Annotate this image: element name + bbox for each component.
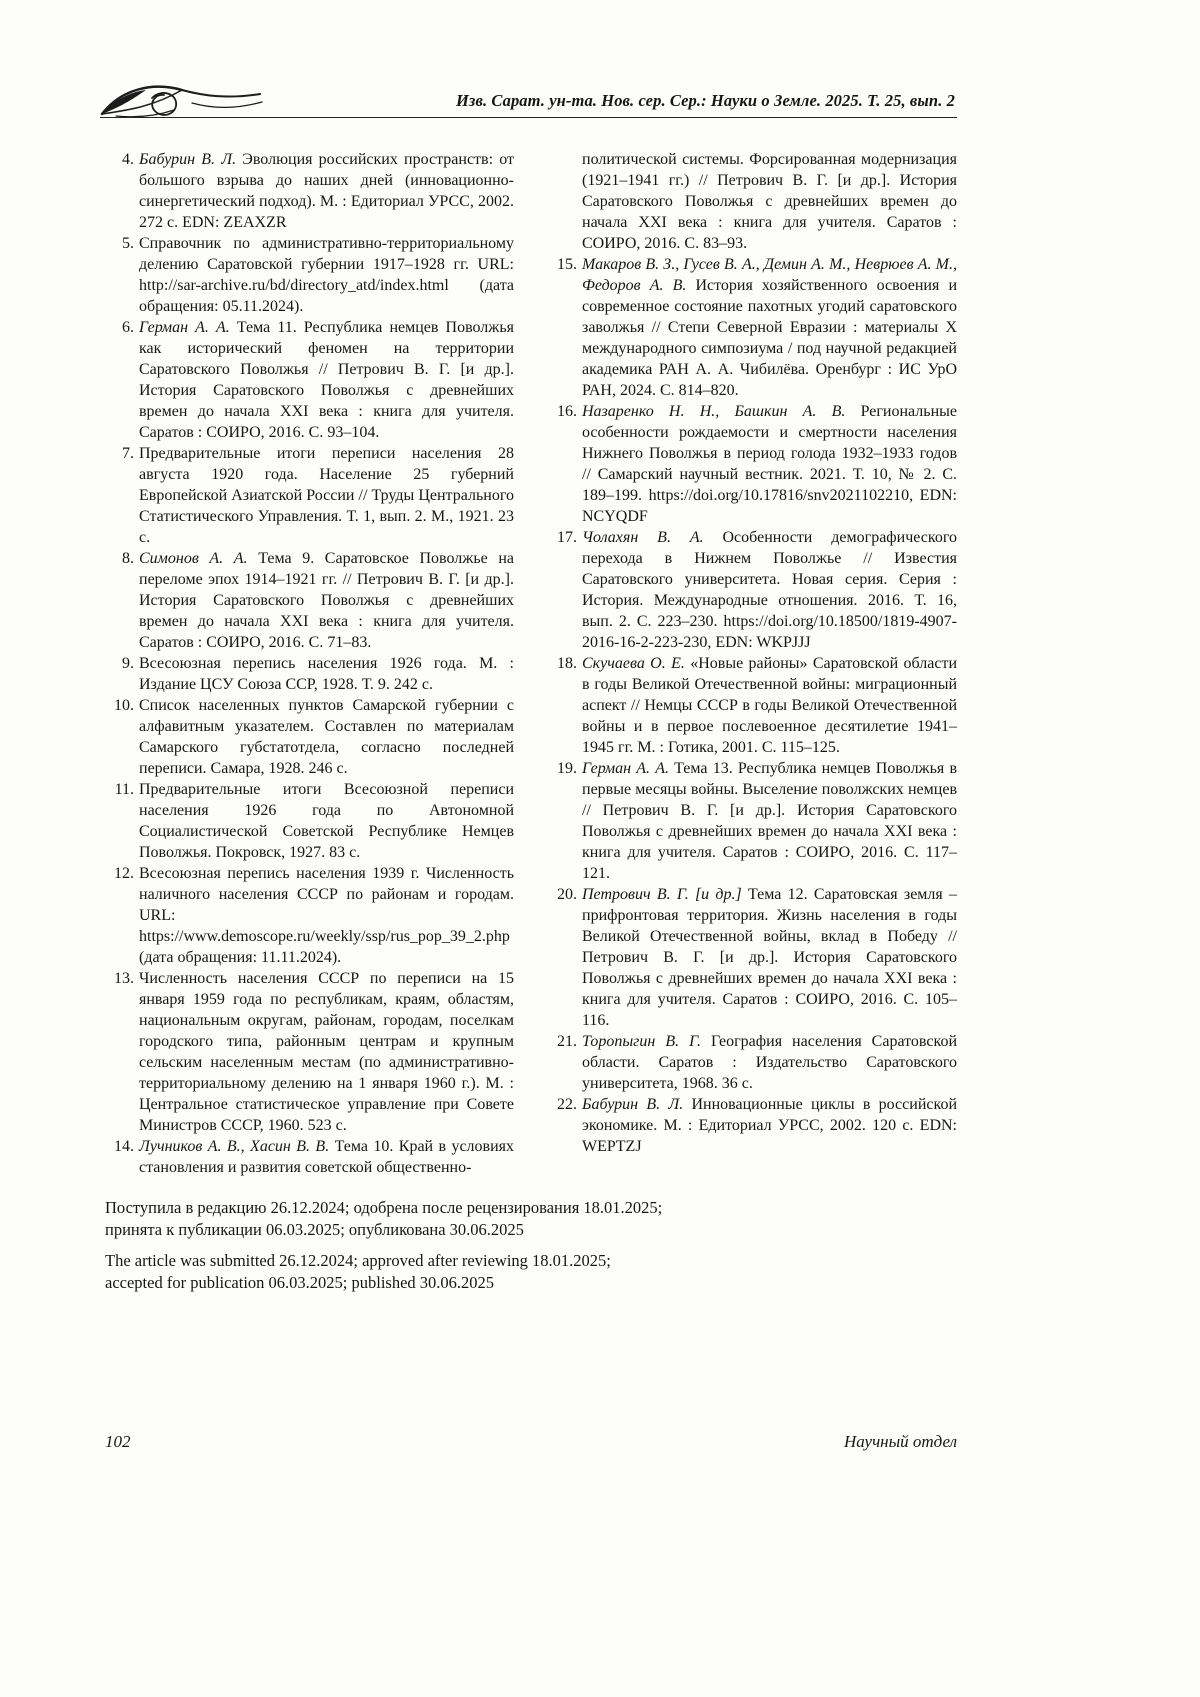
- reference-item: [548, 1094, 957, 1157]
- reference-item: [105, 968, 514, 1136]
- reference-number: 12.: [114, 865, 134, 882]
- reference-authors: Симонов А. А.: [139, 550, 248, 567]
- reference-text: Тема 9. Саратовское Поволжье на переломе эпох 1914–1921 гг. // Петрович В. Г. [и др.]. История Саратовского Поволжья с древнейших времен до начала XXI века : книга для учителя. Саратов : СОИРО, 2016. С. 71–83.: [139, 550, 515, 651]
- reference-number: 22.: [557, 1096, 577, 1113]
- reference-item: [105, 779, 514, 863]
- page-number: 102: [105, 1432, 131, 1451]
- reference-item: [105, 149, 514, 233]
- reference-authors: Герман А. А.: [582, 760, 669, 777]
- references-column-right: [548, 149, 957, 1178]
- reference-item: [105, 443, 514, 548]
- reference-number: 13.: [114, 970, 134, 987]
- reference-number: 20.: [557, 886, 577, 903]
- reference-text: Численность населения СССР по переписи на 15 января 1959 года по республикам, краям, областям, национальным округам, районам, городам, поселкам городского типа, районным центрам и крупным сельским населенным местам (по административно-территориальному делению на 1 января 1960 г.). М. : Центральное статистическое управление при Совете Министров СССР, 1960. 523 с.: [139, 970, 514, 1134]
- reference-text: Тема 12. Саратовская земля – прифронтовая территория. Жизнь населения в годы Великой Отечественной войны, вклад в Победу // Петрович В. Г. [и др.]. История Саратовского Поволжья с древнейших времен до начала XXI века : книга для учителя. Саратов : СОИРО, 2016. С. 105–116.: [582, 886, 958, 1029]
- reference-item: [548, 149, 957, 254]
- journal-title: Изв. Сарат. ун-та. Нов. сер. Сер.: Науки о Земле. 2025. Т. 25, вып. 2: [456, 91, 955, 110]
- reference-item: [548, 401, 957, 527]
- reference-text: Всесоюзная перепись населения 1939 г. Численность наличного населения СССР по районам и городам. URL: https://www.demoscope.ru/weekly/ssp/rus_pop_39_2.php (дата обращения: 11.11.2024).: [139, 865, 514, 966]
- submission-ru-line2: принята к публикации 06.03.2025; опубликована 30.06.2025: [105, 1220, 524, 1239]
- reference-authors: Торопыгин В. Г.: [582, 1033, 701, 1050]
- reference-number: 19.: [557, 760, 577, 777]
- reference-item: [105, 317, 514, 443]
- submission-dates-en: [105, 1250, 957, 1294]
- reference-text: Тема 10. Край в условиях становления и развития советской общественно-: [139, 1138, 515, 1176]
- reference-item: [105, 1136, 514, 1178]
- reference-item: [105, 653, 514, 695]
- reference-number: 14.: [114, 1138, 134, 1155]
- reference-text: География населения Саратовской области. Саратов : Издательство Саратовского университета, 1968. 36 с.: [582, 1033, 958, 1092]
- section-label: Научный отдел: [843, 1432, 957, 1451]
- reference-item: [105, 233, 514, 317]
- reference-authors: Герман А. А.: [139, 319, 230, 336]
- reference-text: «Новые районы» Саратовской области в годы Великой Отечественной войны: миграционный аспект // Немцы СССР в годы Великой Отечественной войны и в первое послевоенное десятилетие 1941–1945 гг. М. : Готика, 2001. С. 115–125.: [582, 655, 958, 756]
- reference-number: 15.: [557, 256, 577, 273]
- reference-item: [548, 758, 957, 884]
- submission-dates-block: [105, 1197, 957, 1294]
- reference-text: политической системы. Форсированная модернизация (1921–1941 гг.) // Петрович В. Г. [и др.]. История Саратовского Поволжья с древнейших времен до начала XXI века : книга для учителя. Саратов : СОИРО, 2016. С. 83–93.: [582, 151, 957, 252]
- reference-number: 8.: [122, 550, 134, 567]
- reference-authors: Назаренко Н. Н., Башкин А. В.: [582, 403, 846, 420]
- reference-text: Эволюция российских пространств: от большого взрыва до наших дней (инновационно-синергетический подход). М. : Едиториал УРСС, 2002. 272 с. EDN: ZEAXZR: [139, 151, 515, 231]
- reference-item: [105, 548, 514, 653]
- reference-item: [548, 254, 957, 401]
- page-header: [100, 74, 957, 118]
- reference-number: 7.: [122, 445, 134, 462]
- reference-authors: Петрович В. Г. [и др.]: [582, 886, 742, 903]
- reference-text: Тема 11. Республика немцев Поволжья как исторический феномен на территории Саратовского Поволжья // Петрович В. Г. [и др.]. История Саратовского Поволжья с древнейших времен до начала XXI века : книга для учителя. Саратов : СОИРО, 2016. С. 93–104.: [139, 319, 515, 441]
- references-section: [105, 149, 957, 1178]
- reference-text: Всесоюзная перепись населения 1926 года. М. : Издание ЦСУ Союза ССР, 1928. Т. 9. 242 с.: [139, 655, 514, 693]
- reference-text: История хозяйственного освоения и современное состояние пахотных угодий саратовского заволжья // Степи Северной Евразии : материалы X международного симпозиума / под научной редакцией академика РАН А. А. Чибилёва. Оренбург : ИС УрО РАН, 2024. С. 814–820.: [582, 277, 957, 399]
- reference-number: 21.: [557, 1033, 577, 1050]
- reference-item: [105, 863, 514, 968]
- reference-number: 16.: [557, 403, 577, 420]
- reference-authors: Скучаева О. Е.: [582, 655, 685, 672]
- page-body: [105, 149, 957, 1294]
- reference-text: Особенности демографического перехода в Нижнем Поволжье // Известия Саратовского университета. Новая серия. Серия : История. Международные отношения. 2016. Т. 16, вып. 2. С. 223–230. https://doi.org/10.18500/1819-4907-2016-16-2-223-230, EDN: WKPJJJ: [582, 529, 957, 651]
- reference-number: 9.: [122, 655, 134, 672]
- reference-item: [548, 884, 957, 1031]
- submission-en-line1: The article was submitted 26.12.2024; approved after reviewing 18.01.2025;: [105, 1251, 611, 1270]
- reference-item: [548, 653, 957, 758]
- page-footer: [105, 1432, 957, 1452]
- reference-text: Предварительные итоги Всесоюзной переписи населения 1926 года по Автономной Социалистической Советской Республике Немцев Поволжья. Покровск, 1927. 83 с.: [139, 781, 514, 861]
- reference-authors: Чолахян В. А.: [582, 529, 704, 546]
- header-rule: [100, 117, 957, 118]
- reference-authors: Макаров В. З., Гусев В. А., Демин А. М., Неврюев А. М., Федоров А. В.: [582, 256, 957, 294]
- reference-text: Тема 13. Республика немцев Поволжья в первые месяцы войны. Выселение поволжских немцев // Петрович В. Г. [и др.]. История Саратовского Поволжья с древнейших времен до начала XXI века : книга для учителя. Саратов : СОИРО, 2016. С. 117–121.: [582, 760, 957, 882]
- reference-number: 17.: [557, 529, 577, 546]
- reference-text: Предварительные итоги переписи населения 28 августа 1920 года. Население 25 губерний Европейской Азиатской России // Труды Центрального Статистического Управления. Т. 1, вып. 2. М., 1921. 23 с.: [139, 445, 514, 546]
- references-column-left: [105, 149, 514, 1178]
- reference-text: Инновационные циклы в российской экономике. М. : Едиториал УРСС, 2002. 120 с. EDN: WEPTZJ: [582, 1096, 958, 1155]
- submission-dates-ru: [105, 1197, 957, 1241]
- reference-authors: Лучников А. В., Хасин В. В.: [139, 1138, 330, 1155]
- submission-ru-line1: Поступила в редакцию 26.12.2024; одобрена после рецензирования 18.01.2025;: [105, 1198, 663, 1217]
- submission-en-line2: accepted for publication 06.03.2025; published 30.06.2025: [105, 1273, 495, 1292]
- reference-text: Справочник по административно-территориальному делению Саратовской губернии 1917–1928 гг. URL: http://sar-archive.ru/bd/directory_atd/index.html (дата обращения: 05.11.2024).: [139, 235, 514, 315]
- reference-item: [548, 527, 957, 653]
- reference-item: [548, 1031, 957, 1094]
- reference-text: Региональные особенности рождаемости и смертности населения Нижнего Поволжья в период голода 1932–1933 годов // Самарский научный вестник. 2021. Т. 10, № 2. С. 189–199. https://doi.org/10.17816/snv2021102210, EDN: NCYQDF: [582, 403, 957, 525]
- reference-number: 10.: [114, 697, 134, 714]
- reference-authors: Бабурин В. Л.: [582, 1096, 684, 1113]
- reference-item: [105, 695, 514, 779]
- reference-number: 6.: [122, 319, 134, 336]
- reference-text: Список населенных пунктов Самарской губернии с алфавитным указателем. Составлен по материалам Самарского губстатотдела, согласно последней переписи. Самара, 1928. 246 с.: [139, 697, 514, 777]
- reference-number: 18.: [557, 655, 577, 672]
- reference-number: 4.: [122, 151, 134, 168]
- reference-authors: Бабурин В. Л.: [139, 151, 237, 168]
- reference-number: 5.: [122, 235, 134, 252]
- reference-number: 11.: [114, 781, 134, 798]
